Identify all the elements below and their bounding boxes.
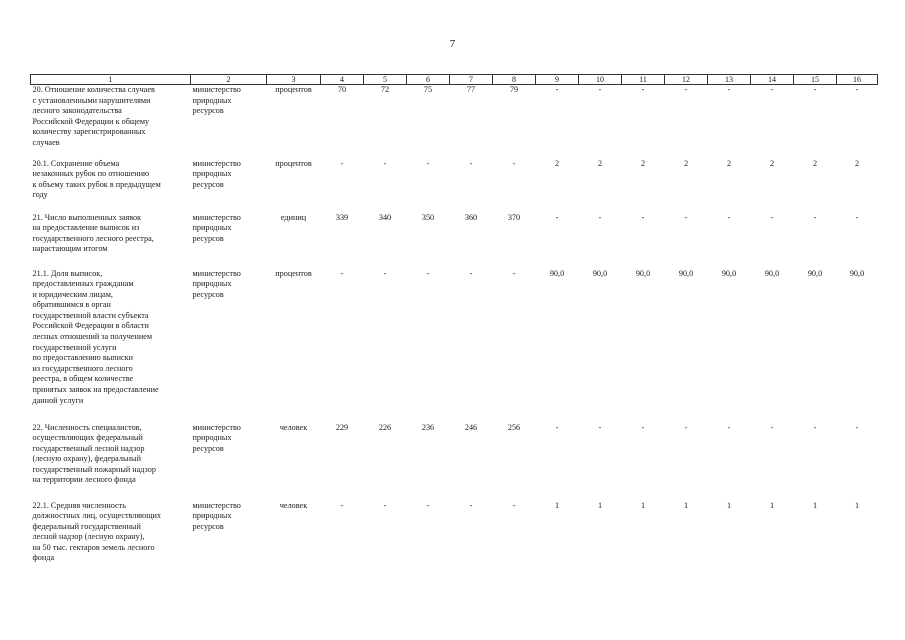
- unit-of-measure: [267, 501, 321, 581]
- value-cell-text: -: [727, 212, 731, 222]
- value-cell: [321, 423, 364, 501]
- value-cell: [622, 269, 665, 423]
- column-header-13: 13: [708, 75, 751, 85]
- value-cell: [407, 213, 450, 269]
- value-cell: [321, 213, 364, 269]
- value-cell-text: -: [598, 85, 602, 94]
- value-cell-text: -: [684, 422, 688, 432]
- value-cell-text: -: [512, 158, 516, 168]
- value-cell-text: 1: [854, 500, 860, 510]
- value-cell-text: 90,0: [592, 268, 608, 278]
- table-row: [31, 423, 878, 501]
- value-cell: [450, 213, 493, 269]
- value-cell-text: -: [469, 268, 473, 278]
- column-header-3: 3: [267, 75, 321, 85]
- value-cell-text: -: [684, 85, 688, 94]
- column-header-8: 8: [493, 75, 536, 85]
- value-cell: [536, 213, 579, 269]
- value-cell-text: 360: [464, 212, 478, 222]
- value-cell: [493, 159, 536, 213]
- responsible-executor: [191, 159, 267, 213]
- value-cell: [536, 85, 579, 159]
- value-cell: [364, 159, 407, 213]
- value-cell-text: 2: [726, 158, 732, 168]
- value-cell-text: -: [555, 85, 559, 94]
- value-cell: [665, 423, 708, 501]
- column-header-2: 2: [191, 75, 267, 85]
- value-cell: [364, 501, 407, 581]
- value-cell-text: -: [813, 422, 817, 432]
- value-cell-text: 2: [812, 158, 818, 168]
- indicator-name: [31, 269, 191, 423]
- value-cell-text: -: [340, 158, 344, 168]
- value-cell: [407, 269, 450, 423]
- value-cell: [751, 269, 794, 423]
- value-cell: [708, 269, 751, 423]
- indicator-name-text: 20.1. Сохранение объема незаконных рубок по отношению к объему таких рубок в предыдущем году: [32, 158, 161, 200]
- responsible-executor: [191, 423, 267, 501]
- value-cell: [493, 269, 536, 423]
- unit-of-measure-text: человек: [279, 422, 308, 432]
- value-cell: [407, 85, 450, 159]
- unit-of-measure: [267, 85, 321, 159]
- value-cell: [321, 159, 364, 213]
- indicator-name: [31, 159, 191, 213]
- value-cell-text: 1: [812, 500, 818, 510]
- value-cell-text: -: [512, 268, 516, 278]
- value-cell-text: -: [641, 422, 645, 432]
- responsible-executor-text: министерство природных ресурсов: [192, 268, 241, 299]
- column-header-7: 7: [450, 75, 493, 85]
- value-cell: [837, 423, 878, 501]
- indicator-name-text: 22. Численность специалистов, осуществляющих федеральный государственный лесной надзор (лесную охрану), федеральный государственный пожарный надзор на территории лесного фонда: [32, 422, 156, 485]
- unit-of-measure-text: процентов: [275, 158, 312, 168]
- value-cell: [708, 213, 751, 269]
- value-cell: [837, 85, 878, 159]
- value-cell: [407, 501, 450, 581]
- value-cell-text: -: [813, 85, 817, 94]
- indicators-table: [30, 74, 878, 581]
- page-number: 7: [449, 38, 456, 50]
- value-cell: [450, 501, 493, 581]
- value-cell-text: -: [727, 85, 731, 94]
- value-cell-text: 75: [423, 85, 433, 94]
- value-cell: [536, 159, 579, 213]
- unit-of-measure: [267, 269, 321, 423]
- value-cell: [622, 423, 665, 501]
- value-cell-text: 70: [337, 85, 347, 94]
- value-cell-text: 256: [507, 422, 521, 432]
- value-cell-text: 90,0: [635, 268, 651, 278]
- value-cell-text: 226: [378, 422, 392, 432]
- value-cell: [450, 269, 493, 423]
- value-cell-text: -: [727, 422, 731, 432]
- value-cell: [407, 423, 450, 501]
- value-cell-text: 1: [640, 500, 646, 510]
- unit-of-measure-text: единиц: [280, 212, 307, 222]
- value-cell-text: -: [383, 268, 387, 278]
- value-cell-text: 229: [335, 422, 349, 432]
- value-cell: [579, 213, 622, 269]
- column-header-16: 16: [837, 75, 878, 85]
- value-cell: [493, 501, 536, 581]
- value-cell: [536, 501, 579, 581]
- value-cell-text: -: [469, 158, 473, 168]
- value-cell-text: 339: [335, 212, 349, 222]
- value-cell: [364, 423, 407, 501]
- value-cell-text: 90,0: [721, 268, 737, 278]
- value-cell: [321, 501, 364, 581]
- column-header-12: 12: [665, 75, 708, 85]
- value-cell: [364, 269, 407, 423]
- value-cell-text: 246: [464, 422, 478, 432]
- value-cell: [794, 85, 837, 159]
- value-cell-text: 72: [380, 85, 390, 94]
- value-cell: [794, 213, 837, 269]
- indicator-name: [31, 85, 191, 159]
- value-cell: [536, 423, 579, 501]
- value-cell-text: -: [512, 500, 516, 510]
- value-cell: [493, 213, 536, 269]
- column-header-11: 11: [622, 75, 665, 85]
- value-cell-text: -: [340, 268, 344, 278]
- value-cell-text: -: [383, 500, 387, 510]
- value-cell-text: 1: [597, 500, 603, 510]
- value-cell-text: 236: [421, 422, 435, 432]
- value-cell-text: 2: [854, 158, 860, 168]
- value-cell-text: 90,0: [849, 268, 865, 278]
- column-header-6: 6: [407, 75, 450, 85]
- value-cell: [708, 423, 751, 501]
- value-cell-text: -: [383, 158, 387, 168]
- value-cell: [751, 85, 794, 159]
- value-cell: [794, 423, 837, 501]
- value-cell: [622, 159, 665, 213]
- column-header-1: 1: [31, 75, 191, 85]
- indicator-name-text: 20. Отношение количества случаев с установленными нарушителями лесного законодательства Российской Федерации к общему количеству зарегистрированных случаев: [32, 85, 155, 147]
- value-cell-text: 2: [554, 158, 560, 168]
- value-cell: [665, 85, 708, 159]
- value-cell: [708, 501, 751, 581]
- value-cell-text: 77: [466, 85, 476, 94]
- table-row: [31, 85, 878, 159]
- value-cell-text: -: [641, 212, 645, 222]
- responsible-executor-text: министерство природных ресурсов: [192, 422, 241, 453]
- column-header-14: 14: [751, 75, 794, 85]
- table-row: [31, 213, 878, 269]
- value-cell: [622, 213, 665, 269]
- value-cell: [579, 423, 622, 501]
- value-cell-text: 90,0: [764, 268, 780, 278]
- value-cell: [708, 85, 751, 159]
- value-cell-text: -: [340, 500, 344, 510]
- table-row: [31, 269, 878, 423]
- value-cell: [579, 269, 622, 423]
- column-header-15: 15: [794, 75, 837, 85]
- value-cell-text: 2: [597, 158, 603, 168]
- value-cell-text: -: [598, 422, 602, 432]
- value-cell-text: -: [770, 422, 774, 432]
- value-cell-text: 79: [509, 85, 519, 94]
- value-cell-text: -: [426, 268, 430, 278]
- value-cell-text: 90,0: [678, 268, 694, 278]
- responsible-executor: [191, 85, 267, 159]
- responsible-executor-text: министерство природных ресурсов: [192, 500, 241, 531]
- value-cell: [837, 213, 878, 269]
- table-row: [31, 159, 878, 213]
- value-cell-text: -: [770, 85, 774, 94]
- responsible-executor: [191, 213, 267, 269]
- value-cell: [708, 159, 751, 213]
- value-cell: [364, 85, 407, 159]
- indicator-name-text: 21.1. Доля выписок, предоставленных гражданам и юридическим лицам, обратившимся в орган государственной власти субъекта Российской Федерации в области лесных отношений за получением государственной услуги по предоставлению выписки из государственного лесного реестра, в общем количестве принятых заявок на предоставление данной услуги: [32, 268, 159, 405]
- value-cell-text: 2: [640, 158, 646, 168]
- value-cell-text: -: [641, 85, 645, 94]
- value-cell-text: 350: [421, 212, 435, 222]
- unit-of-measure: [267, 159, 321, 213]
- value-cell: [837, 159, 878, 213]
- responsible-executor: [191, 501, 267, 581]
- value-cell: [579, 501, 622, 581]
- indicator-name: [31, 423, 191, 501]
- value-cell-text: -: [426, 158, 430, 168]
- value-cell: [450, 423, 493, 501]
- value-cell: [407, 159, 450, 213]
- value-cell: [794, 269, 837, 423]
- value-cell-text: -: [855, 212, 859, 222]
- unit-of-measure: [267, 423, 321, 501]
- value-cell-text: -: [684, 212, 688, 222]
- unit-of-measure: [267, 213, 321, 269]
- column-header-9: 9: [536, 75, 579, 85]
- value-cell: [751, 213, 794, 269]
- column-header-4: 4: [321, 75, 364, 85]
- indicator-name-text: 22.1. Средняя численность должностных лиц, осуществляющих федеральный государственный лесной надзор (лесную охрану), на 50 тыс. гектаров земель лесного фонда: [32, 500, 162, 563]
- value-cell: [493, 85, 536, 159]
- value-cell-text: -: [426, 500, 430, 510]
- responsible-executor-text: министерство природных ресурсов: [192, 212, 241, 243]
- value-cell-text: -: [855, 422, 859, 432]
- table-row: [31, 501, 878, 581]
- value-cell-text: -: [555, 422, 559, 432]
- responsible-executor-text: министерство природных ресурсов: [192, 85, 241, 116]
- value-cell-text: -: [855, 85, 859, 94]
- column-header-10: 10: [579, 75, 622, 85]
- value-cell-text: -: [469, 500, 473, 510]
- value-cell-text: 90,0: [807, 268, 823, 278]
- value-cell: [665, 159, 708, 213]
- responsible-executor-text: министерство природных ресурсов: [192, 158, 241, 189]
- value-cell: [579, 85, 622, 159]
- unit-of-measure-text: процентов: [275, 268, 312, 278]
- value-cell: [450, 85, 493, 159]
- value-cell-text: -: [598, 212, 602, 222]
- value-cell-text: 90,0: [549, 268, 565, 278]
- value-cell: [364, 213, 407, 269]
- unit-of-measure-text: процентов: [275, 85, 312, 94]
- indicator-name: [31, 501, 191, 581]
- value-cell: [665, 269, 708, 423]
- table-body: [31, 85, 878, 581]
- value-cell-text: 2: [683, 158, 689, 168]
- column-header-5: 5: [364, 75, 407, 85]
- value-cell: [794, 501, 837, 581]
- value-cell-text: 2: [769, 158, 775, 168]
- value-cell-text: -: [813, 212, 817, 222]
- value-cell: [622, 85, 665, 159]
- value-cell: [536, 269, 579, 423]
- value-cell-text: -: [555, 212, 559, 222]
- value-cell-text: 1: [554, 500, 560, 510]
- column-number-header: [31, 75, 878, 85]
- value-cell: [794, 159, 837, 213]
- value-cell: [321, 269, 364, 423]
- value-cell-text: -: [770, 212, 774, 222]
- value-cell: [493, 423, 536, 501]
- indicator-name: [31, 213, 191, 269]
- value-cell: [321, 85, 364, 159]
- responsible-executor: [191, 269, 267, 423]
- value-cell-text: 1: [726, 500, 732, 510]
- value-cell: [751, 501, 794, 581]
- value-cell: [665, 213, 708, 269]
- value-cell-text: 1: [683, 500, 689, 510]
- value-cell-text: 340: [378, 212, 392, 222]
- value-cell: [751, 423, 794, 501]
- value-cell: [622, 501, 665, 581]
- value-cell: [579, 159, 622, 213]
- value-cell: [450, 159, 493, 213]
- value-cell-text: 1: [769, 500, 775, 510]
- value-cell: [837, 269, 878, 423]
- value-cell-text: 370: [507, 212, 521, 222]
- value-cell: [751, 159, 794, 213]
- value-cell: [665, 501, 708, 581]
- unit-of-measure-text: человек: [279, 500, 308, 510]
- value-cell: [837, 501, 878, 581]
- indicator-name-text: 21. Число выполненных заявок на предоставление выписок из государственного лесного реестра, нарастающим итогом: [32, 212, 154, 254]
